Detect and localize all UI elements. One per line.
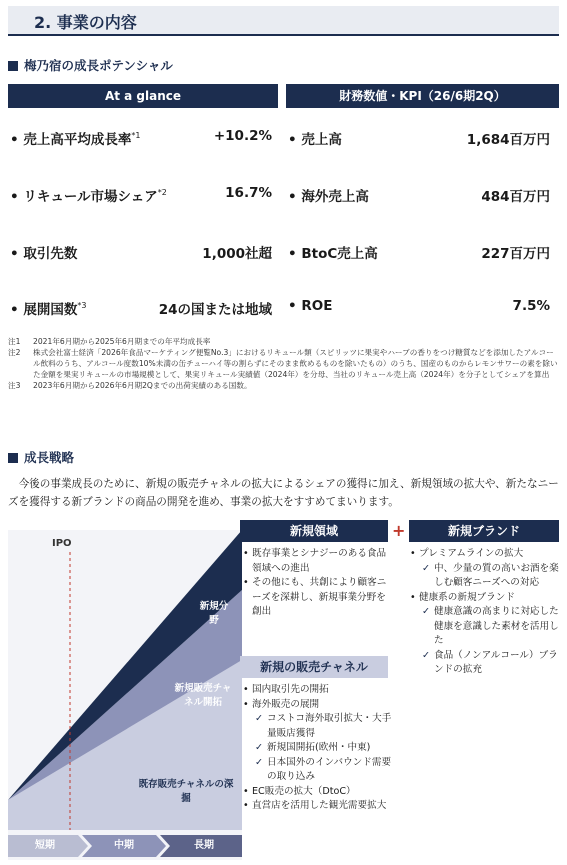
kpi-value: 227百万円 (481, 246, 550, 262)
growth-potential-heading-text: 梅乃宿の成長ポテンシャル (24, 58, 173, 73)
footnote-mark: 注1 (8, 337, 21, 346)
footnotes (8, 336, 559, 391)
footnote-mark: *2 (157, 188, 167, 197)
glance-value: 16.7% (225, 185, 272, 201)
footnote-mark: *1 (131, 131, 141, 140)
at-a-glance-header: At a glance (8, 84, 278, 108)
check-icon: ✓ (422, 606, 431, 617)
new-domain-title: 新規領域 (240, 520, 388, 542)
growth-strategy-heading (8, 448, 74, 466)
new-channel-title: 新規の販売チャネル (240, 656, 388, 678)
sub-item-text: 健康意識の高まりに対応した健康を意識した素材を活用した (434, 606, 559, 646)
list-item: • 健康系の新規ブランド (410, 591, 560, 606)
new-channel-list (243, 683, 393, 814)
footnote-text: 2021年6月期から2025年6月期までの年平均成長率 (33, 337, 211, 346)
list-item: • 直営店を活用した観光需要拡大 (243, 799, 393, 814)
footnote (8, 347, 559, 380)
new-brand-title: 新規ブランド (409, 520, 559, 542)
kpi-label: • 売上高 (288, 132, 342, 148)
glance-value: 24の国または地域 (158, 302, 272, 318)
growth-strategy-heading-text: 成長戦略 (24, 450, 75, 465)
kpi-label: • ROE (288, 298, 333, 314)
phase-short: 短期 (35, 840, 55, 851)
growth-potential-heading (8, 56, 173, 74)
list-item: • 既存事業とシナジーのある食品領域への進出 (243, 547, 391, 576)
list-item: • EC販売の拡大（DtoC） (243, 785, 393, 800)
sub-item (410, 562, 560, 591)
glance-row (10, 242, 272, 264)
sub-item-text: 日本国外のインバウンド需要の取り込み (267, 756, 392, 782)
heading-square-icon (8, 453, 18, 463)
new-field-label: 新規分野 (199, 601, 229, 626)
sub-item-text: 新規国開拓(欧州・中東) (267, 742, 371, 753)
glance-label: • 取引先数 (10, 246, 78, 262)
kpi-header: 財務数値・KPI（26/6期2Q） (286, 84, 559, 108)
glance-label: • リキュール市場シェア (10, 189, 158, 205)
footnote (8, 336, 559, 347)
list-item: • 海外販売の展開 (243, 698, 393, 713)
new-brand-list (410, 547, 560, 678)
kpi-row (288, 298, 550, 320)
list-item: • 国内取引先の開拓 (243, 683, 393, 698)
kpi-row (288, 128, 550, 150)
glance-label: • 売上高平均成長率 (10, 132, 132, 148)
check-icon: ✓ (422, 649, 431, 661)
check-icon: ✓ (255, 742, 264, 753)
sub-item (243, 756, 393, 785)
new-channel-label: 新規販売チャネル開拓 (174, 683, 232, 708)
check-icon: ✓ (422, 562, 431, 574)
footnote-mark: 注2 (8, 348, 21, 357)
kpi-label: • 海外売上高 (288, 189, 369, 205)
phase-mid: 中期 (114, 840, 134, 851)
heading-square-icon (8, 61, 18, 71)
sub-item-text: コストコ海外取引拡大・大手量販店獲得 (267, 713, 392, 739)
kpi-value: 1,684百万円 (466, 132, 550, 148)
sub-item (410, 605, 560, 649)
footnote-text: 2023年6月期から2026年6月期2Qまでの出荷実績のある国数。 (33, 381, 252, 390)
section-title-bar (8, 6, 559, 36)
sub-item-text: 中、少量の質の高いお酒を楽しむ顧客ニーズへの対応 (434, 562, 559, 588)
new-domain-list (243, 547, 391, 620)
phase-long: 長期 (194, 840, 214, 851)
glance-row (10, 185, 272, 207)
kpi-value: 7.5% (512, 298, 550, 314)
sub-item (410, 649, 560, 678)
glance-value: +10.2% (213, 128, 272, 144)
kpi-row (288, 185, 550, 207)
growth-strategy-intro: 今後の事業成長のために、新規の販売チャネルの拡大によるシェアの獲得に加え、新規領域の拡大や、新たなニーズを獲得する新ブランドの商品の開発を進め、事業の拡大をすすめてまいります。 (8, 478, 559, 508)
list-item: • プレミアムラインの拡大 (410, 547, 560, 562)
footnote-mark: *3 (77, 301, 87, 310)
section-title: 2. 事業の内容 (34, 13, 137, 32)
glance-row (10, 298, 272, 320)
sub-item (243, 741, 393, 756)
list-item: • その他にも、共創により顧客ニーズを深耕し、新規事業分野を創出 (243, 576, 391, 620)
sub-item-text: 食品（ノンアルコール）ブランドの拡充 (434, 649, 558, 675)
footnote-mark: 注3 (8, 381, 21, 390)
ipo-label: IPO (52, 538, 72, 549)
glance-value: 1,000社超 (202, 246, 272, 262)
check-icon: ✓ (255, 756, 264, 768)
check-icon: ✓ (255, 713, 264, 724)
plus-icon: + (392, 521, 406, 540)
kpi-label: • BtoC売上高 (288, 246, 378, 262)
sub-item (243, 712, 393, 741)
kpi-value: 484百万円 (481, 189, 550, 205)
glance-row (10, 128, 272, 150)
glance-label: • 展開国数 (10, 302, 78, 318)
existing-channel-label: 既存販売チャネルの深掘 (138, 779, 234, 804)
kpi-row (288, 242, 550, 264)
footnote-text: 株式会社富士経済「2026年食品マーケティング便覧No.3」におけるリキュール類（スピリッツに果実やハーブの香りをつけ糖質などを添加したアルコール飲料のうち、アルコール度数10%未満の缶チューハイ等の割らずにそのまま飲めるものを除いたもの）のうち、国産のものからレモンサワーの素を除いた金額を果実リキュールの市場規模として、果実リキュール実績値（2024年）を分母、当社のリキュール売上高（2024年）を分子としてシェアを算出 (33, 348, 558, 379)
footnote (8, 380, 559, 391)
